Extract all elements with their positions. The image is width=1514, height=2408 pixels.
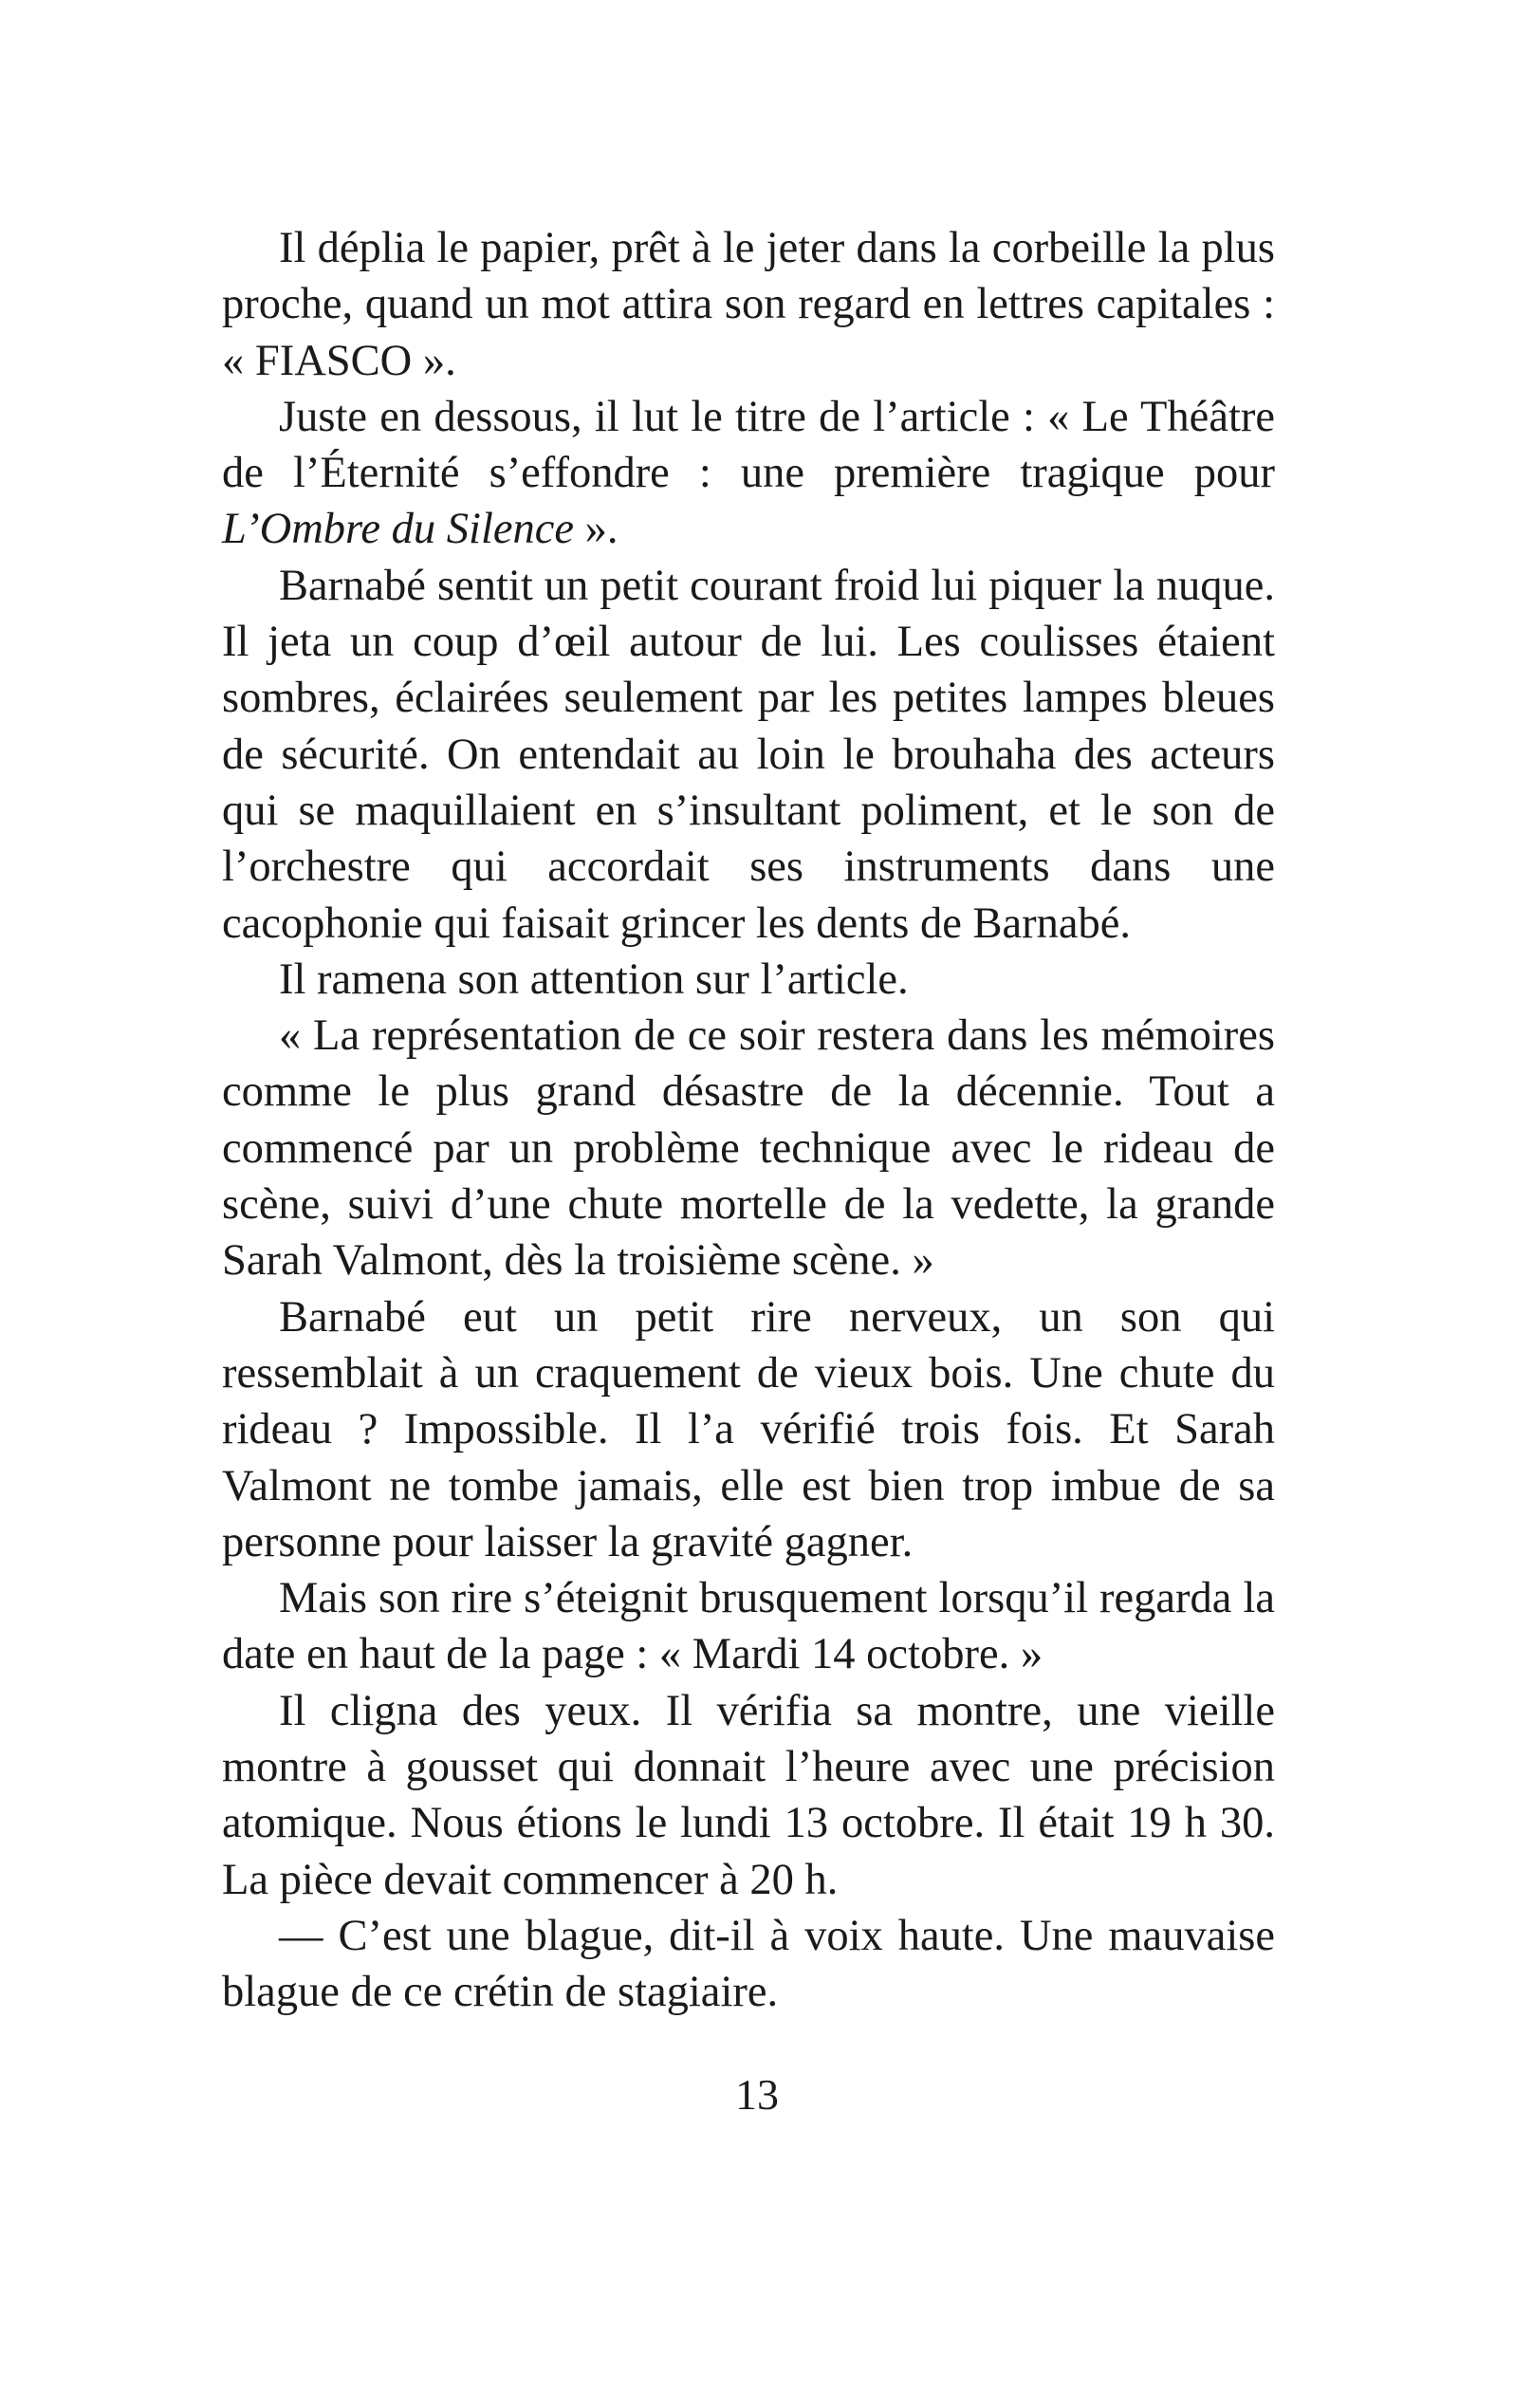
paragraph-6 bbox=[222, 1289, 1275, 1570]
paragraph-2 bbox=[222, 389, 1275, 558]
paragraph-5 bbox=[222, 1008, 1275, 1288]
paragraph-9-text: — C’est une blague, dit-il à voix haute. Une mauvaise blague de ce crétin de stagiaire. bbox=[222, 1911, 1275, 2017]
paragraph-6-text: Barnabé eut un petit rire nerveux, un son qui ressemblait à un craquement de vieux bois. Une chute du rideau ? Impossible. Il l’a vérifié trois fois. Et Sarah Valmont ne tombe jamais, elle est bien trop imbue de sa personne pour laisser la gravité gagner. bbox=[222, 1292, 1275, 1566]
paragraph-8 bbox=[222, 1683, 1275, 1908]
paragraph-4 bbox=[222, 952, 1275, 1008]
paragraph-1-text: Il déplia le papier, prêt à le jeter dans la corbeille la plus proche, quand un mot attira son regard en lettres capitales : « FIASCO ». bbox=[222, 224, 1275, 385]
page-number: 13 bbox=[735, 2070, 779, 2119]
play-title-italic: L’Ombre du Silence bbox=[222, 505, 575, 554]
paragraph-2-text-before: Juste en dessous, il lut le titre de l’article : « Le Théâtre de l’Éternité s’effondre : une première tragique pour bbox=[222, 392, 1275, 498]
paragraph-3-text: Barnabé sentit un petit courant froid lui piquer la nuque. Il jeta un coup d’œil autour de lui. Les coulisses étaient sombres, éclairées seulement par les petites lampes bleues de sécurité. On entendait au loin le brouhaha des acteurs qui se maquillaient en s’insultant poliment, et le son de l’orchestre qui accordait ses instruments dans une cacophonie qui faisait grincer les dents de Barnabé. bbox=[222, 561, 1275, 948]
paragraph-8-text: Il cligna des yeux. Il vérifia sa montre, une vieille montre à gousset qui donnait l’heure avec une précision atomique. Nous étions le lundi 13 octobre. Il était 19 h 30. La pièce devait commencer à 20 h. bbox=[222, 1686, 1275, 1904]
paragraph-4-text: Il ramena son attention sur l’article. bbox=[279, 954, 909, 1004]
body-text bbox=[222, 220, 1275, 2021]
paragraph-1 bbox=[222, 220, 1275, 389]
paragraph-3 bbox=[222, 558, 1275, 952]
paragraph-9 bbox=[222, 1908, 1275, 2021]
paragraph-2-text-after: ». bbox=[574, 505, 619, 554]
paragraph-5-text: « La représentation de ce soir restera dans les mémoires comme le plus grand désastre de la décennie. Tout a commencé par un problème technique avec le rideau de scène, suivi d’une chute mortelle de la vedette, la grande Sarah Valmont, dès la troisième scène. » bbox=[222, 1011, 1275, 1286]
paragraph-7 bbox=[222, 1570, 1275, 1683]
paragraph-7-text: Mais son rire s’éteignit brusquement lorsqu’il regarda la date en haut de la page : « Mardi 14 octobre. » bbox=[222, 1574, 1275, 1679]
